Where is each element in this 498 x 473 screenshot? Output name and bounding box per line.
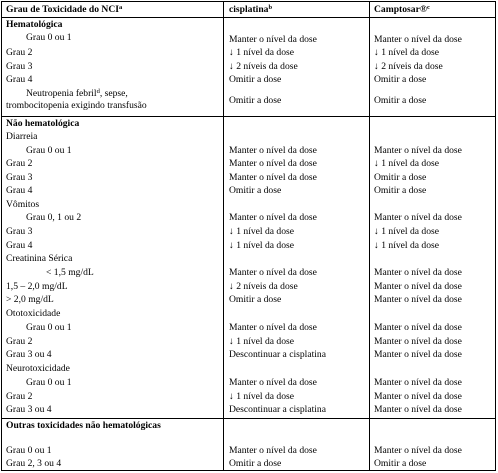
group-label: Creatinina Sérica <box>6 253 73 264</box>
group-label: Neurotoxicidade <box>6 363 70 374</box>
grade-cell: < 1,5 mg/dL <box>46 267 94 278</box>
grade-cell: Grau 4 <box>6 240 33 251</box>
grade-cell: Grau 0 ou 1 <box>26 322 72 333</box>
header-grade: Grau de Toxicidade do NCI$^a$ <box>6 4 123 15</box>
grade-cell: Grau 3 <box>6 226 33 237</box>
camptosar-cell: Manter o nível da dose <box>374 145 462 156</box>
camptosar-cell: Manter o nível da dose <box>374 377 462 388</box>
cisplatina-cell: ↓ 1 nível da dose <box>229 336 295 347</box>
grade-cell: Grau 3 <box>6 61 33 72</box>
grade-cell: > 2,0 mg/dL <box>6 294 54 305</box>
grade-cell: Grau 3 <box>6 172 33 183</box>
grade-cell: Grau 2, 3 ou 4 <box>6 458 62 469</box>
cisplatina-cell: Omitir a dose <box>229 95 282 106</box>
group-label: Vômitos <box>6 199 40 210</box>
camptosar-cell: Omitir a dose <box>374 172 427 183</box>
grade-cell: Grau 2 <box>6 391 33 402</box>
cisplatina-cell: Manter o nível da dose <box>229 145 317 156</box>
camptosar-cell: Manter o nível da dose <box>374 349 462 360</box>
camptosar-cell: ↓ 1 nível da dose <box>374 240 440 251</box>
cisplatina-cell: ↓ 2 níveis da dose <box>229 61 298 72</box>
camptosar-cell: Manter o nível da dose <box>374 445 462 456</box>
row-divider <box>2 116 495 117</box>
cisplatina-cell: Omitir a dose <box>229 458 282 469</box>
grade-cell: Grau 0 ou 1 <box>6 445 52 456</box>
camptosar-cell: Manter o nível da dose <box>374 34 462 45</box>
grade-cell: Grau 3 ou 4 <box>6 404 52 415</box>
cisplatina-cell: ↓ 1 nível da dose <box>229 240 295 251</box>
camptosar-cell: Omitir a dose <box>374 458 427 469</box>
cisplatina-cell: ↓ 1 nível da dose <box>229 226 295 237</box>
camptosar-cell: Omitir a dose <box>374 185 427 196</box>
camptosar-cell: ↓ 1 nível da dose <box>374 158 440 169</box>
camptosar-cell: Manter o nível da dose <box>374 267 462 278</box>
grade-cell: Grau 0, 1 ou 2 <box>26 212 82 223</box>
group-label: Ototoxicidade <box>6 308 61 319</box>
grade-cell: Grau 3 ou 4 <box>6 349 52 360</box>
cisplatina-cell: ↓ 1 nível da dose <box>229 391 295 402</box>
grade-cell: Grau 2 <box>6 336 33 347</box>
camptosar-cell: Manter o nível da dose <box>374 281 462 292</box>
camptosar-cell: Manter o nível da dose <box>374 391 462 402</box>
cisplatina-cell: Manter o nível da dose <box>229 267 317 278</box>
camptosar-cell: Manter o nível da dose <box>374 322 462 333</box>
grade-cell: trombocitopenia exigindo transfusão <box>6 100 147 111</box>
grade-cell: Grau 4 <box>6 74 33 85</box>
cisplatina-cell: Manter o nível da dose <box>229 34 317 45</box>
column-divider <box>223 2 224 470</box>
cisplatina-cell: Omitir a dose <box>229 185 282 196</box>
row-divider <box>2 17 495 18</box>
cisplatina-cell: Manter o nível da dose <box>229 377 317 388</box>
camptosar-cell: Omitir a dose <box>374 95 427 106</box>
cisplatina-cell: Manter o nível da dose <box>229 445 317 456</box>
camptosar-cell: ↓ 2 níveis da dose <box>374 61 443 72</box>
grade-cell: Grau 0 ou 1 <box>26 145 72 156</box>
cisplatina-cell: ↓ 2 níveis da dose <box>229 281 298 292</box>
cisplatina-cell: Manter o nível da dose <box>229 212 317 223</box>
section-title: Outras toxicidades não hematológicas <box>6 420 161 431</box>
camptosar-cell: Manter o nível da dose <box>374 336 462 347</box>
section-title: Não hematológica <box>6 118 80 129</box>
camptosar-cell: ↓ 1 nível da dose <box>374 226 440 237</box>
grade-cell: Grau 0 ou 1 <box>26 32 72 43</box>
grade-cell: 1,5 – 2,0 mg/dL <box>6 281 68 292</box>
row-divider <box>2 418 495 419</box>
grade-cell: Grau 4 <box>6 185 33 196</box>
grade-cell: Neutropenia febril$^d$, sepse, <box>26 88 128 99</box>
section-title: Hematológica <box>6 19 63 30</box>
cisplatina-cell: Descontinuar a cisplatina <box>229 349 326 360</box>
grade-cell: Grau 0 ou 1 <box>26 377 72 388</box>
grade-cell: Grau 2 <box>6 158 33 169</box>
cisplatina-cell: ↓ 1 nível da dose <box>229 47 295 58</box>
dose-adjustment-table <box>1 1 496 471</box>
group-label: Diarreia <box>6 131 38 142</box>
camptosar-cell: ↓ 1 nível da dose <box>374 47 440 58</box>
cisplatina-cell: Manter o nível da dose <box>229 158 317 169</box>
header-camptosar: Camptosar®$^c$ <box>374 4 430 15</box>
cisplatina-cell: Omitir a dose <box>229 74 282 85</box>
camptosar-cell: Manter o nível da dose <box>374 294 462 305</box>
camptosar-cell: Manter o nível da dose <box>374 212 462 223</box>
cisplatina-cell: Manter o nível da dose <box>229 172 317 183</box>
cisplatina-cell: Omitir a dose <box>229 294 282 305</box>
cisplatina-cell: Manter o nível da dose <box>229 322 317 333</box>
camptosar-cell: Manter o nível da dose <box>374 404 462 415</box>
camptosar-cell: Omitir a dose <box>374 74 427 85</box>
column-divider <box>369 2 370 470</box>
grade-cell: Grau 2 <box>6 47 33 58</box>
header-cisplatina: cisplatina$^b$ <box>229 4 273 15</box>
cisplatina-cell: Descontinuar a cisplatina <box>229 404 326 415</box>
